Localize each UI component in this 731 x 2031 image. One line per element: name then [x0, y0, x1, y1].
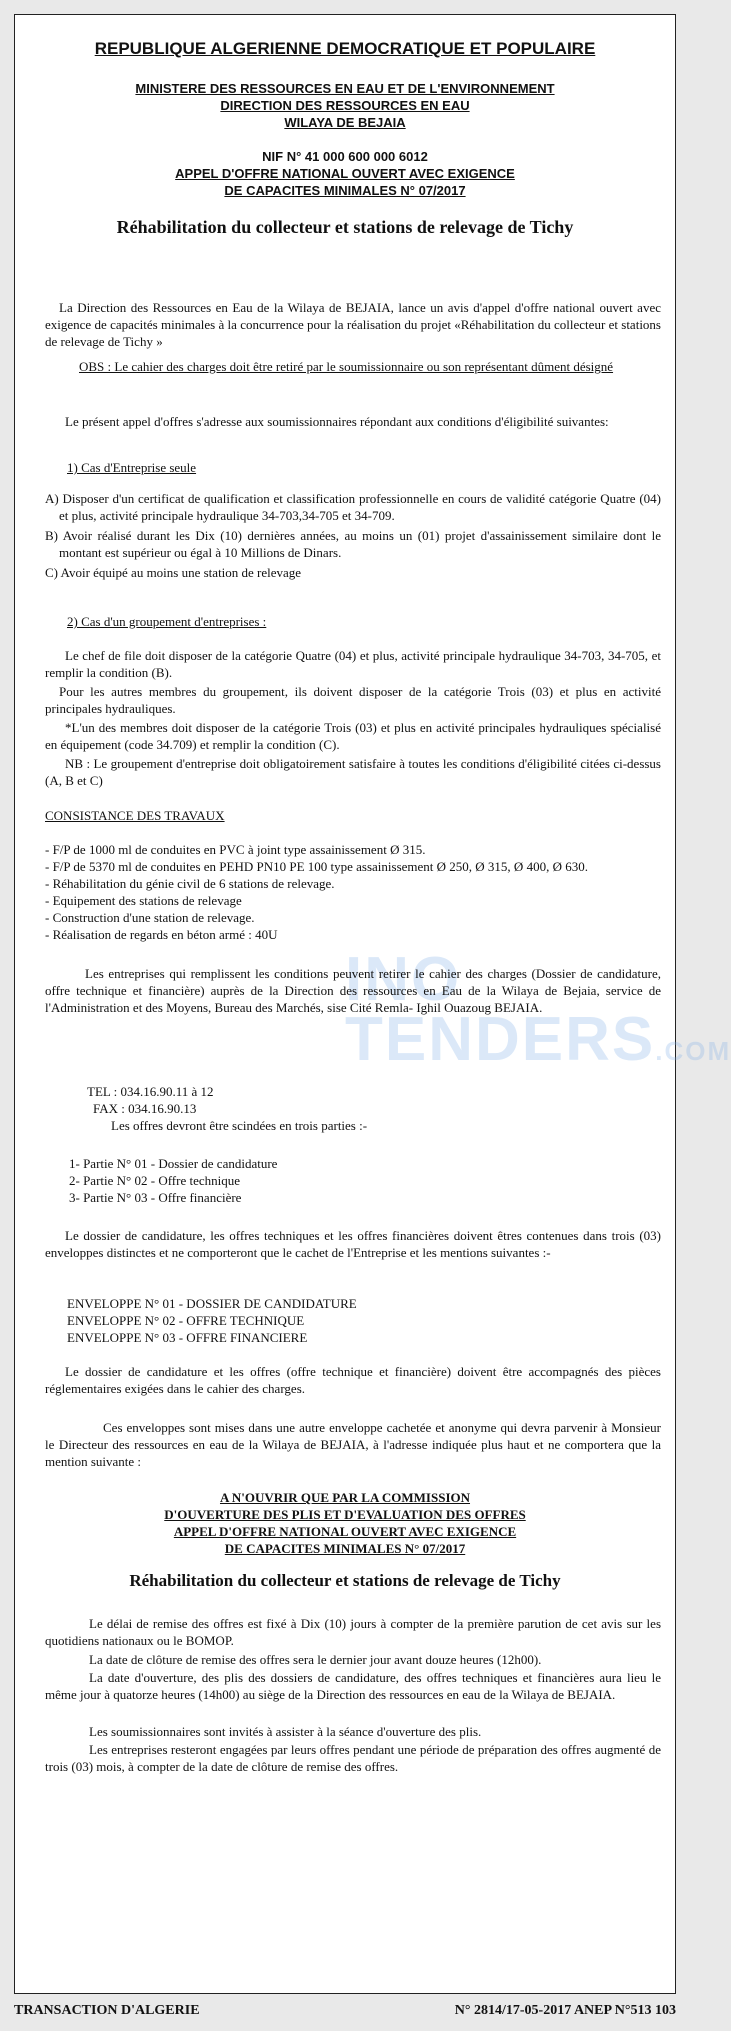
wilaya-heading: WILAYA DE BEJAIA: [284, 115, 406, 130]
works-list: [45, 841, 661, 943]
works-item: - F/P de 1000 ml de conduites en PVC à joint type assainissement Ø 315.: [45, 842, 426, 857]
closing-engagement: Les entreprises resteront engagées par leurs offres pendant une période de préparation des offres augmenté de trois (03) mois, à compter de la date de clôture de remise des offres.: [45, 1742, 661, 1774]
retrait-paragraph: Les entreprises qui remplissent les conditions peuvent retirer le cahier des charges (Dossier de candidature, offre technique et financière) auprès de la Direction des ressources en Eau de la Wilaya de Bejaia, service de l'Administration et des Moyens, Bureau des Marchés, sise Cité Remla- Ighil Ouazoug BEJAIA.: [45, 966, 661, 1015]
enveloppe-item: ENVELOPPE N° 02 - OFFRE TECHNIQUE: [67, 1313, 305, 1328]
works-item: - Réalisation de regards en béton armé : 40U: [45, 927, 278, 942]
closing-date: La date de clôture de remise des offres sera le dernier jour avant douze heures (12h00).: [89, 1652, 542, 1667]
enveloppe-item: ENVELOPPE N° 03 - OFFRE FINANCIERE: [67, 1330, 308, 1345]
works-item: - Equipement des stations de relevage: [45, 893, 242, 908]
telephone: TEL : 034.16.90.11 à 12: [87, 1084, 214, 1099]
parts-list: [69, 1155, 277, 1206]
appel-line-1: APPEL D'OFFRE NATIONAL OUVERT AVEC EXIGENCE: [175, 166, 515, 181]
part-item: 2- Partie N° 02 - Offre technique: [69, 1173, 241, 1188]
works-item: - F/P de 5370 ml de conduites en PEHD PN10 PE 100 type assainissement Ø 250, Ø 315, Ø 400, Ø 630.: [45, 859, 588, 874]
closing-invitation: Les soumissionnaires sont invités à assister à la séance d'ouverture des plis.: [89, 1724, 482, 1739]
enveloppe-item: ENVELOPPE N° 01 - DOSSIER DE CANDIDATURE: [67, 1296, 357, 1311]
works-item: - Construction d'une station de relevage.: [45, 910, 255, 925]
direction-heading: DIRECTION DES RESSOURCES EN EAU: [220, 98, 470, 113]
case2-specialist: *L'un des membres doit disposer de la catégorie Trois (03) et plus en activité principales hydrauliques spécialisé en équipement (code 34.709) et remplir la condition (C).: [45, 720, 661, 752]
mention-line-1: A N'OUVRIR QUE PAR LA COMMISSION: [219, 1490, 471, 1505]
pieces-paragraph: Le dossier de candidature et les offres (offre technique et financière) doivent être accompagnés des pièces réglementaires exigées dans le cahier des charges.: [45, 1364, 661, 1396]
intro-paragraph: La Direction des Ressources en Eau de la Wilaya de BEJAIA, lance un avis d'appel d'offre national ouvert avec exigence de capacités minimales à la concurrence pour la réalisation du projet «Réhabilitation du collecteur et stations de relevage de Tichy »: [45, 300, 661, 349]
part-item: 3- Partie N° 03 - Offre financière: [69, 1190, 242, 1205]
watermark-word: TENDERS: [345, 1005, 656, 1074]
enveloppes-intro: Le dossier de candidature, les offres techniques et les offres financières doivent êtres contenues dans trois (03) enveloppes distinctes et ne comporteront que le cachet de l'Entreprise et les mentions suivantes :-: [45, 1228, 661, 1260]
closing-opening: La date d'ouverture, des plis des dossiers de candidature, des offres techniques et financières aura lieu le même jour à quatorze heures (14h00) au siège de la Direction des ressources en eau de la Wilaya de BEJAIA.: [45, 1670, 661, 1702]
case2-title: 2) Cas d'un groupement d'entreprises :: [67, 614, 267, 629]
tender-notice-page: [14, 14, 731, 1994]
works-title: CONSISTANCE DES TRAVAUX: [45, 808, 225, 823]
watermark-line-1: INO: [345, 945, 462, 1014]
split-instruction: Les offres devront être scindées en trois parties :-: [111, 1118, 368, 1133]
mention-line-3: APPEL D'OFFRE NATIONAL OUVERT AVEC EXIGENCE: [173, 1524, 517, 1539]
envoi-paragraph: Ces enveloppes sont mises dans une autre enveloppe cachetée et anonyme qui devra parvenir à Monsieur le Directeur des ressources en eau de la Wilaya de BEJAIA, à l'adresse indiquée plus haut et ne comportera que la mention suivante :: [45, 1420, 661, 1469]
project-title: Réhabilitation du collecteur et stations de relevage de Tichy: [116, 217, 574, 237]
footer-reference: N° 2814/17-05-2017 ANEP N°513 103: [454, 2003, 676, 2018]
appel-line-2: DE CAPACITES MINIMALES N° 07/2017: [224, 183, 466, 198]
republic-heading: REPUBLIQUE ALGERIENNE DEMOCRATIQUE ET POPULAIRE: [94, 39, 596, 58]
project-title-repeat: Réhabilitation du collecteur et stations de relevage de Tichy: [129, 1571, 561, 1590]
part-item: 1- Partie N° 01 - Dossier de candidature: [69, 1156, 278, 1171]
obs-note: OBS : Le cahier des charges doit être retiré par le soumissionnaire ou son représentant dûment désigné: [79, 359, 614, 374]
nif-number: NIF N° 41 000 600 000 6012: [262, 149, 428, 164]
works-item: - Réhabilitation du génie civil de 6 stations de relevage.: [45, 876, 335, 891]
closing-delay: Le délai de remise des offres est fixé à Dix (10) jours à compter de la première parution de cet avis sur les quotidiens nationaux ou le BOMOP.: [45, 1616, 661, 1648]
eligibility-intro: Le présent appel d'offres s'adresse aux soumissionnaires répondant aux conditions d'éligibilité suivantes:: [65, 414, 609, 429]
case1-condition-a: A) Disposer d'un certificat de qualification et classification professionnelle en cours de validité catégorie Quatre (04) et plus, activité principale hydraulique 34-703,34-705 et 34-709.: [45, 491, 661, 523]
fax: FAX : 034.16.90.13: [93, 1101, 197, 1116]
case2-members: Pour les autres membres du groupement, ils doivent disposer de la catégorie Trois (03) et plus en activité principales hydrauliques.: [45, 684, 661, 716]
mention-line-2: D'OUVERTURE DES PLIS ET D'EVALUATION DES OFFRES: [164, 1507, 526, 1522]
mention-line-4: DE CAPACITES MINIMALES N° 07/2017: [224, 1541, 466, 1556]
watermark-com: .COM: [655, 1036, 731, 1066]
footer-publication: TRANSACTION D'ALGERIE: [14, 2003, 200, 2018]
case1-condition-c: C) Avoir équipé au moins une station de relevage: [45, 565, 302, 580]
case1-title: 1) Cas d'Entreprise seule: [67, 460, 197, 475]
case1-condition-b: B) Avoir réalisé durant les Dix (10) dernières années, au moins un (01) projet d'assainissement similaire dont le montant est supérieur ou égal à 10 Millions de Dinars.: [45, 528, 661, 560]
case2-leader: Le chef de file doit disposer de la catégorie Quatre (04) et plus, activité principale hydraulique 34-703, 34-705, et remplir la condition (B).: [45, 648, 661, 680]
enveloppes-list: [67, 1295, 357, 1346]
ministry-heading: MINISTERE DES RESSOURCES EN EAU ET DE L'ENVIRONNEMENT: [135, 81, 555, 96]
watermark-line-2: [345, 1005, 731, 1081]
case2-nb: NB : Le groupement d'entreprise doit obligatoirement satisfaire à toutes les conditions d'éligibilité citées ci-dessus (A, B et C): [45, 756, 661, 788]
